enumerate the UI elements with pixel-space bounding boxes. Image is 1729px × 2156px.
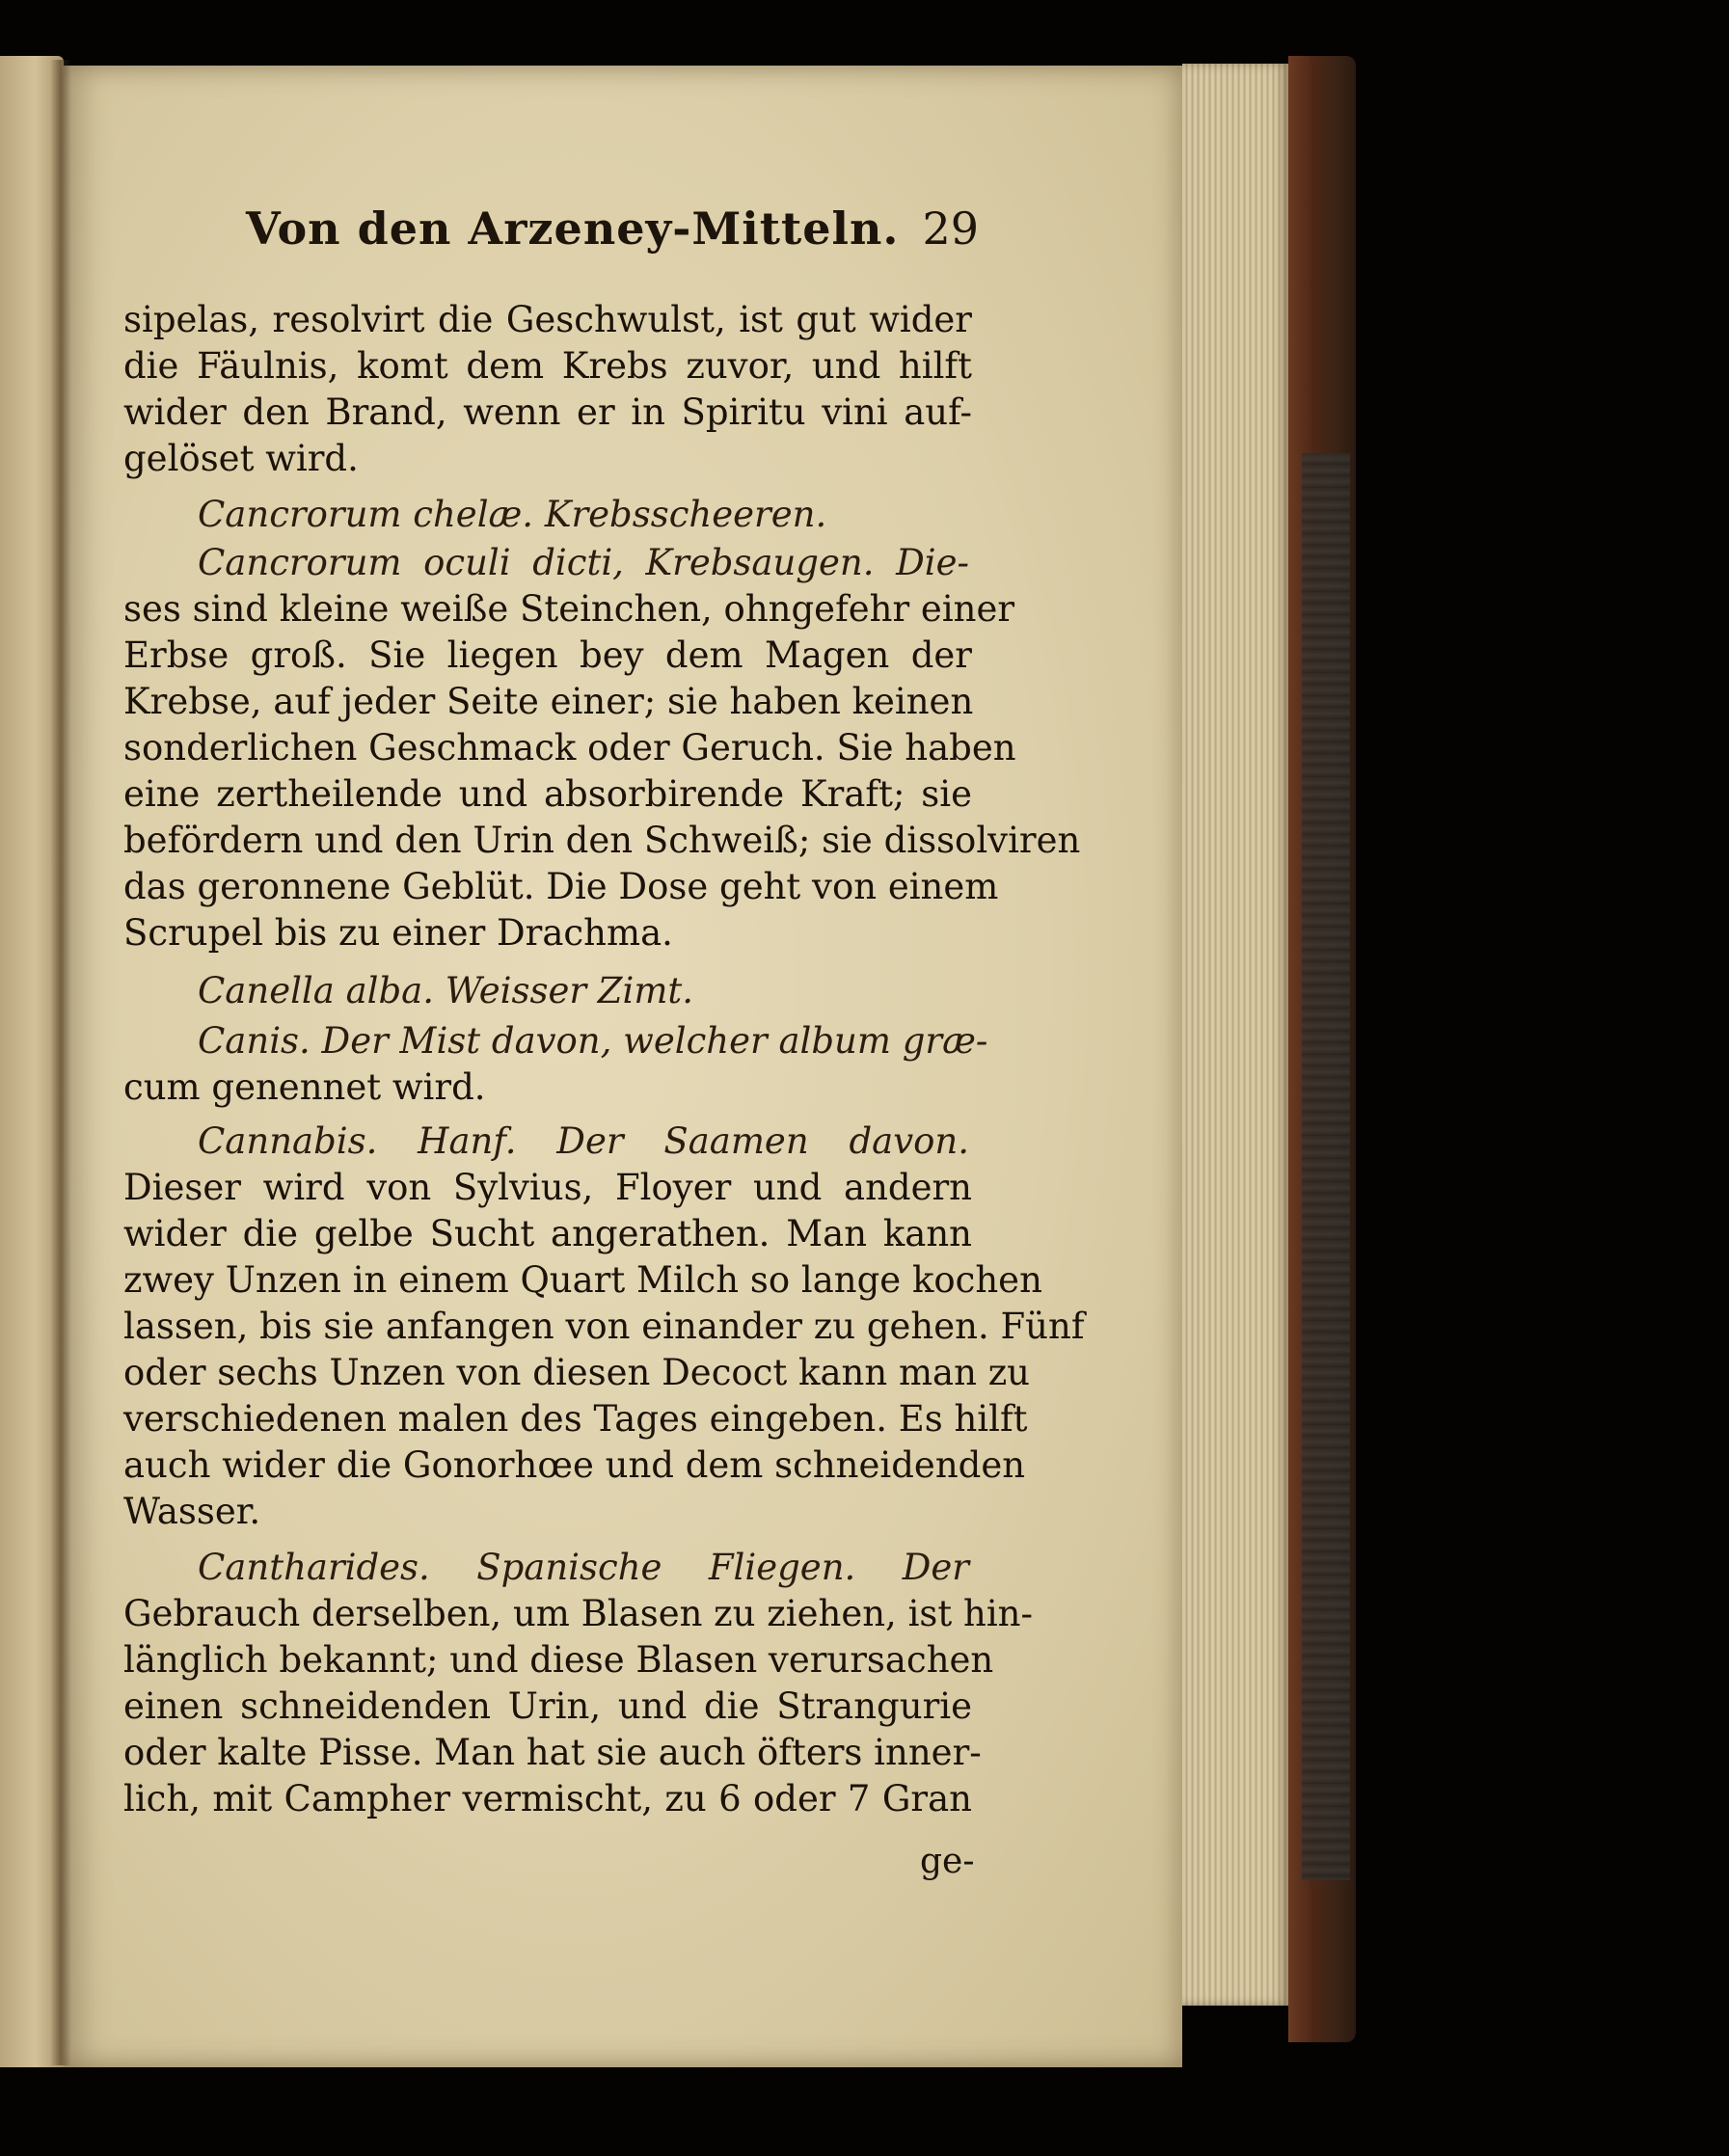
text-line: einen schneidenden Urin, und die Strangurie — [123, 1685, 972, 1727]
text-line: das geronnene Geblüt. Die Dose geht von einem — [123, 866, 999, 907]
text-line: lich, mit Campher vermischt, zu 6 oder 7 Gran — [123, 1778, 972, 1819]
text-line: auch wider die Gonorhœe und dem schneidenden — [123, 1444, 1026, 1486]
entry-heading: Cancrorum oculi dicti, Krebsaugen. Die- — [198, 542, 969, 583]
text-line: cum genennet wird. — [123, 1066, 486, 1108]
text-line: verschiedenen malen des Tages eingeben. Es hilft — [123, 1398, 1028, 1440]
text-line: sonderlichen Geschmack oder Geruch. Sie haben — [123, 727, 1016, 768]
text-line: die Fäulnis, komt dem Krebs zuvor, und hilft — [123, 345, 972, 387]
entry-heading: Canis. Der Mist davon, welcher album græ- — [198, 1020, 988, 1062]
text-line: Gebrauch derselben, um Blasen zu ziehen, ist hin- — [123, 1593, 1034, 1634]
entry-heading: Cannabis. Hanf. Der Saamen davon. — [198, 1120, 969, 1162]
text-line: Erbse groß. Sie liegen bey dem Magen der — [123, 634, 972, 676]
text-line: zwey Unzen in einem Quart Milch so lange kochen — [123, 1259, 1042, 1301]
text-line: oder kalte Pisse. Man hat sie auch öfters inner- — [123, 1732, 982, 1773]
entry-heading: Cantharides. Spanische Fliegen. Der — [198, 1547, 969, 1588]
text-line: Scrupel bis zu einer Drachma. — [123, 912, 673, 954]
text-line: Wasser. — [123, 1491, 261, 1532]
page-number: 29 — [922, 202, 979, 255]
text-line: Dieser wird von Sylvius, Floyer und andern — [123, 1167, 972, 1208]
text-line: wider den Brand, wenn er in Spiritu vini auf- — [123, 391, 972, 433]
text-line: eine zertheilende und absorbirende Kraft; sie — [123, 773, 972, 815]
text-line: gelöset wird. — [123, 438, 359, 479]
text-line: oder sechs Unzen von diesen Decoct kann man zu — [123, 1352, 1031, 1393]
text-line: lassen, bis sie anfangen von einander zu gehen. Fünf — [123, 1306, 1085, 1347]
text-line: befördern und den Urin den Schweiß; sie dissolviren — [123, 820, 1081, 861]
entry-heading: Canella alba. Weisser Zimt. — [198, 970, 694, 1011]
catchword: ge- — [920, 1842, 975, 1881]
entry-heading: Cancrorum chelæ. Krebsscheeren. — [198, 494, 827, 535]
text-line: ses sind kleine weiße Steinchen, ohngefehr einer — [123, 588, 1015, 630]
header-title: Von den Arzeney-Mitteln. — [246, 202, 900, 255]
text-line: länglich bekannt; und diese Blasen verursachen — [123, 1639, 994, 1681]
text-line: sipelas, resolvirt die Geschwulst, ist gut wider — [123, 299, 972, 340]
text-line: wider die gelbe Sucht angerathen. Man kann — [123, 1213, 972, 1254]
text-line: Krebse, auf jeder Seite einer; sie haben keinen — [123, 681, 974, 722]
running-header — [246, 193, 979, 260]
